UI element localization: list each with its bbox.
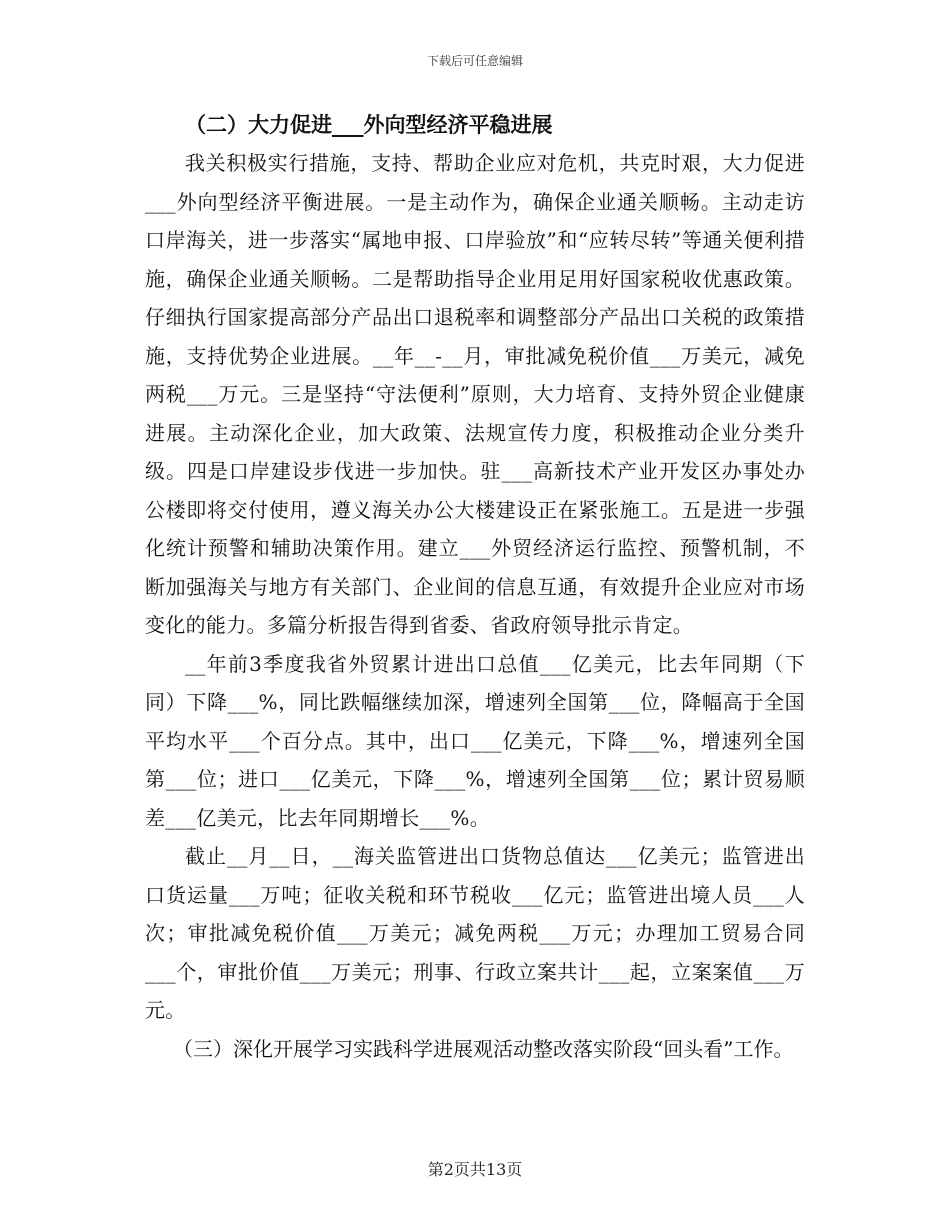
subsection-heading: （三）深化开展学习实践科学进展观活动整改落实阶段“回头看”工作。: [173, 1036, 794, 1061]
page-number: 第2页共13页: [427, 1160, 523, 1179]
document-body: [145, 106, 805, 1068]
paragraph-3: 截止__月__日，__海关监管进出口货物总值达___亿美元；监管进出口货运量___万吨；征收关税和环节税收___亿元；监管进出境人员___人次；审批减免税价值___万美元；减免两税___万元；办理加工贸易合同___个，审批价值___万美元；刑事、行政立案共计___起，立案案值___万元。: [145, 844, 805, 1022]
page-header-note: 下载后可任意编辑: [426, 54, 523, 68]
paragraph-1: 我关积极实行措施，支持、帮助企业应对危机，共克时艰，大力促进___外向型经济平衡进展。一是主动作为，确保企业通关顺畅。主动走访口岸海关，进一步落实“属地申报、口岸验放”和“应转尽转”等通关便利措施，确保企业通关顺畅。二是帮助指导企业用足用好国家税收优惠政策。仔细执行国家提高部分产品出口退税率和调整部分产品出口关税的政策措施，支持优势企业进展。__年__-__月，审批减免税价值___万美元，减免两税___万元。三是坚持“守法便利”原则，大力培育、支持外贸企业健康进展。主动深化企业，加大政策、法规宣传力度，积极推动企业分类升级。四是口岸建设步伐进一步加快。驻___高新技术产业开发区办事处办公楼即将交付使用，遵义海关办公大楼建设正在紧张施工。五是进一步强化统计预警和辅助决策作用。建立___外贸经济运行监控、预警机制，不断加强海关与地方有关部门、企业间的信息互通，有效提升企业应对市场变化的能力。多篇分析报告得到省委、省政府领导批示肯定。: [145, 151, 805, 637]
paragraph-2: __年前3季度我省外贸累计进出口总值___亿美元，比去年同期（下同）下降___%，同比跌幅继续加深，增速列全国第___位，降幅高于全国平均水平___个百分点。其中，出口___亿美元，下降___%，增速列全国第___位；进口___亿美元，下降___%，增速列全国第___位；累计贸易顺差___亿美元，比去年同期增长___%。: [145, 651, 805, 830]
section-heading: （二）大力促进___外向型经济平稳进展: [185, 112, 553, 137]
